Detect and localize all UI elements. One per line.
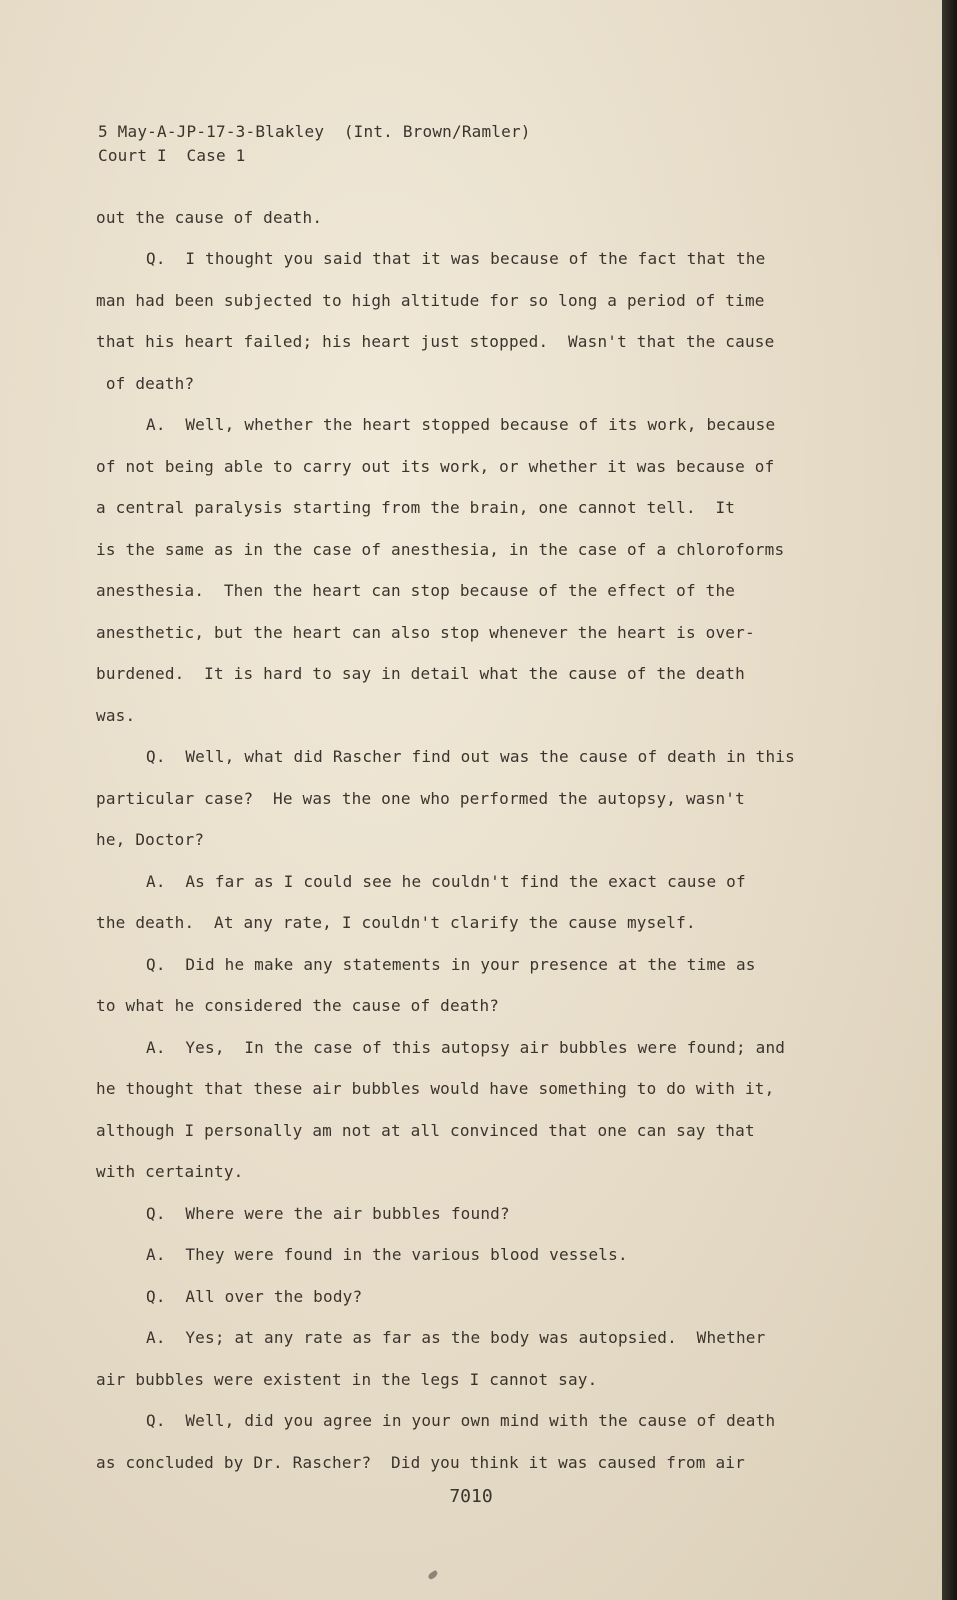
transcript-line: Q. Did he make any statements in your presence at the time as xyxy=(146,955,756,974)
transcript-line: air bubbles were existent in the legs I cannot say. xyxy=(96,1370,598,1389)
transcript-line: anesthetic, but the heart can also stop whenever the heart is over- xyxy=(96,623,755,642)
transcript-line: anesthesia. Then the heart can stop because of the effect of the xyxy=(96,581,736,600)
transcript-line: with certainty. xyxy=(96,1162,244,1181)
transcript-line: out the cause of death. xyxy=(96,208,323,227)
transcript-line: Q. All over the body? xyxy=(146,1287,363,1306)
transcript-line: A. As far as I could see he couldn't find the exact cause of xyxy=(146,872,746,891)
ink-speck xyxy=(427,1570,439,1580)
transcript-line: of not being able to carry out its work, or whether it was because of xyxy=(96,457,775,476)
transcript-line: of death? xyxy=(96,374,195,393)
transcript-line: A. Yes, In the case of this autopsy air bubbles were found; and xyxy=(146,1038,786,1057)
header-session-line: 5 May-A-JP-17-3-Blakley (Int. Brown/Ramler) xyxy=(98,122,531,141)
transcript-line: A. Yes; at any rate as far as the body was autopsied. Whether xyxy=(146,1328,766,1347)
transcript-line: as concluded by Dr. Rascher? Did you think it was caused from air xyxy=(96,1453,745,1472)
transcript-line: was. xyxy=(96,706,136,725)
transcript-line: to what he considered the cause of death? xyxy=(96,996,500,1015)
transcript-line: Q. Well, did you agree in your own mind with the cause of death xyxy=(146,1411,776,1430)
transcript-line: the death. At any rate, I couldn't clarify the cause myself. xyxy=(96,913,696,932)
transcript-line: a central paralysis starting from the brain, one cannot tell. It xyxy=(96,498,736,517)
transcript-line: A. Well, whether the heart stopped because of its work, because xyxy=(146,415,776,434)
transcript-line: A. They were found in the various blood vessels. xyxy=(146,1245,628,1264)
header-court-line: Court I Case 1 xyxy=(98,146,246,165)
transcript-line: although I personally am not at all convinced that one can say that xyxy=(96,1121,755,1140)
transcript-line: he thought that these air bubbles would have something to do with it, xyxy=(96,1079,775,1098)
transcript-line: that his heart failed; his heart just stopped. Wasn't that the cause xyxy=(96,332,775,351)
transcript-line: burdened. It is hard to say in detail what the cause of the death xyxy=(96,664,745,683)
transcript-line: is the same as in the case of anesthesia, in the case of a chloroforms xyxy=(96,540,785,559)
page-number: 7010 xyxy=(449,1486,493,1507)
transcript-line: particular case? He was the one who performed the autopsy, wasn't xyxy=(96,789,745,808)
transcript-line: he, Doctor? xyxy=(96,830,205,849)
transcript-line: man had been subjected to high altitude for so long a period of time xyxy=(96,291,765,310)
transcript-line: Q. Where were the air bubbles found? xyxy=(146,1204,510,1223)
scan-edge xyxy=(942,0,957,1600)
transcript-line: Q. I thought you said that it was because of the fact that the xyxy=(146,249,766,268)
transcript-line: Q. Well, what did Rascher find out was the cause of death in this xyxy=(146,747,795,766)
